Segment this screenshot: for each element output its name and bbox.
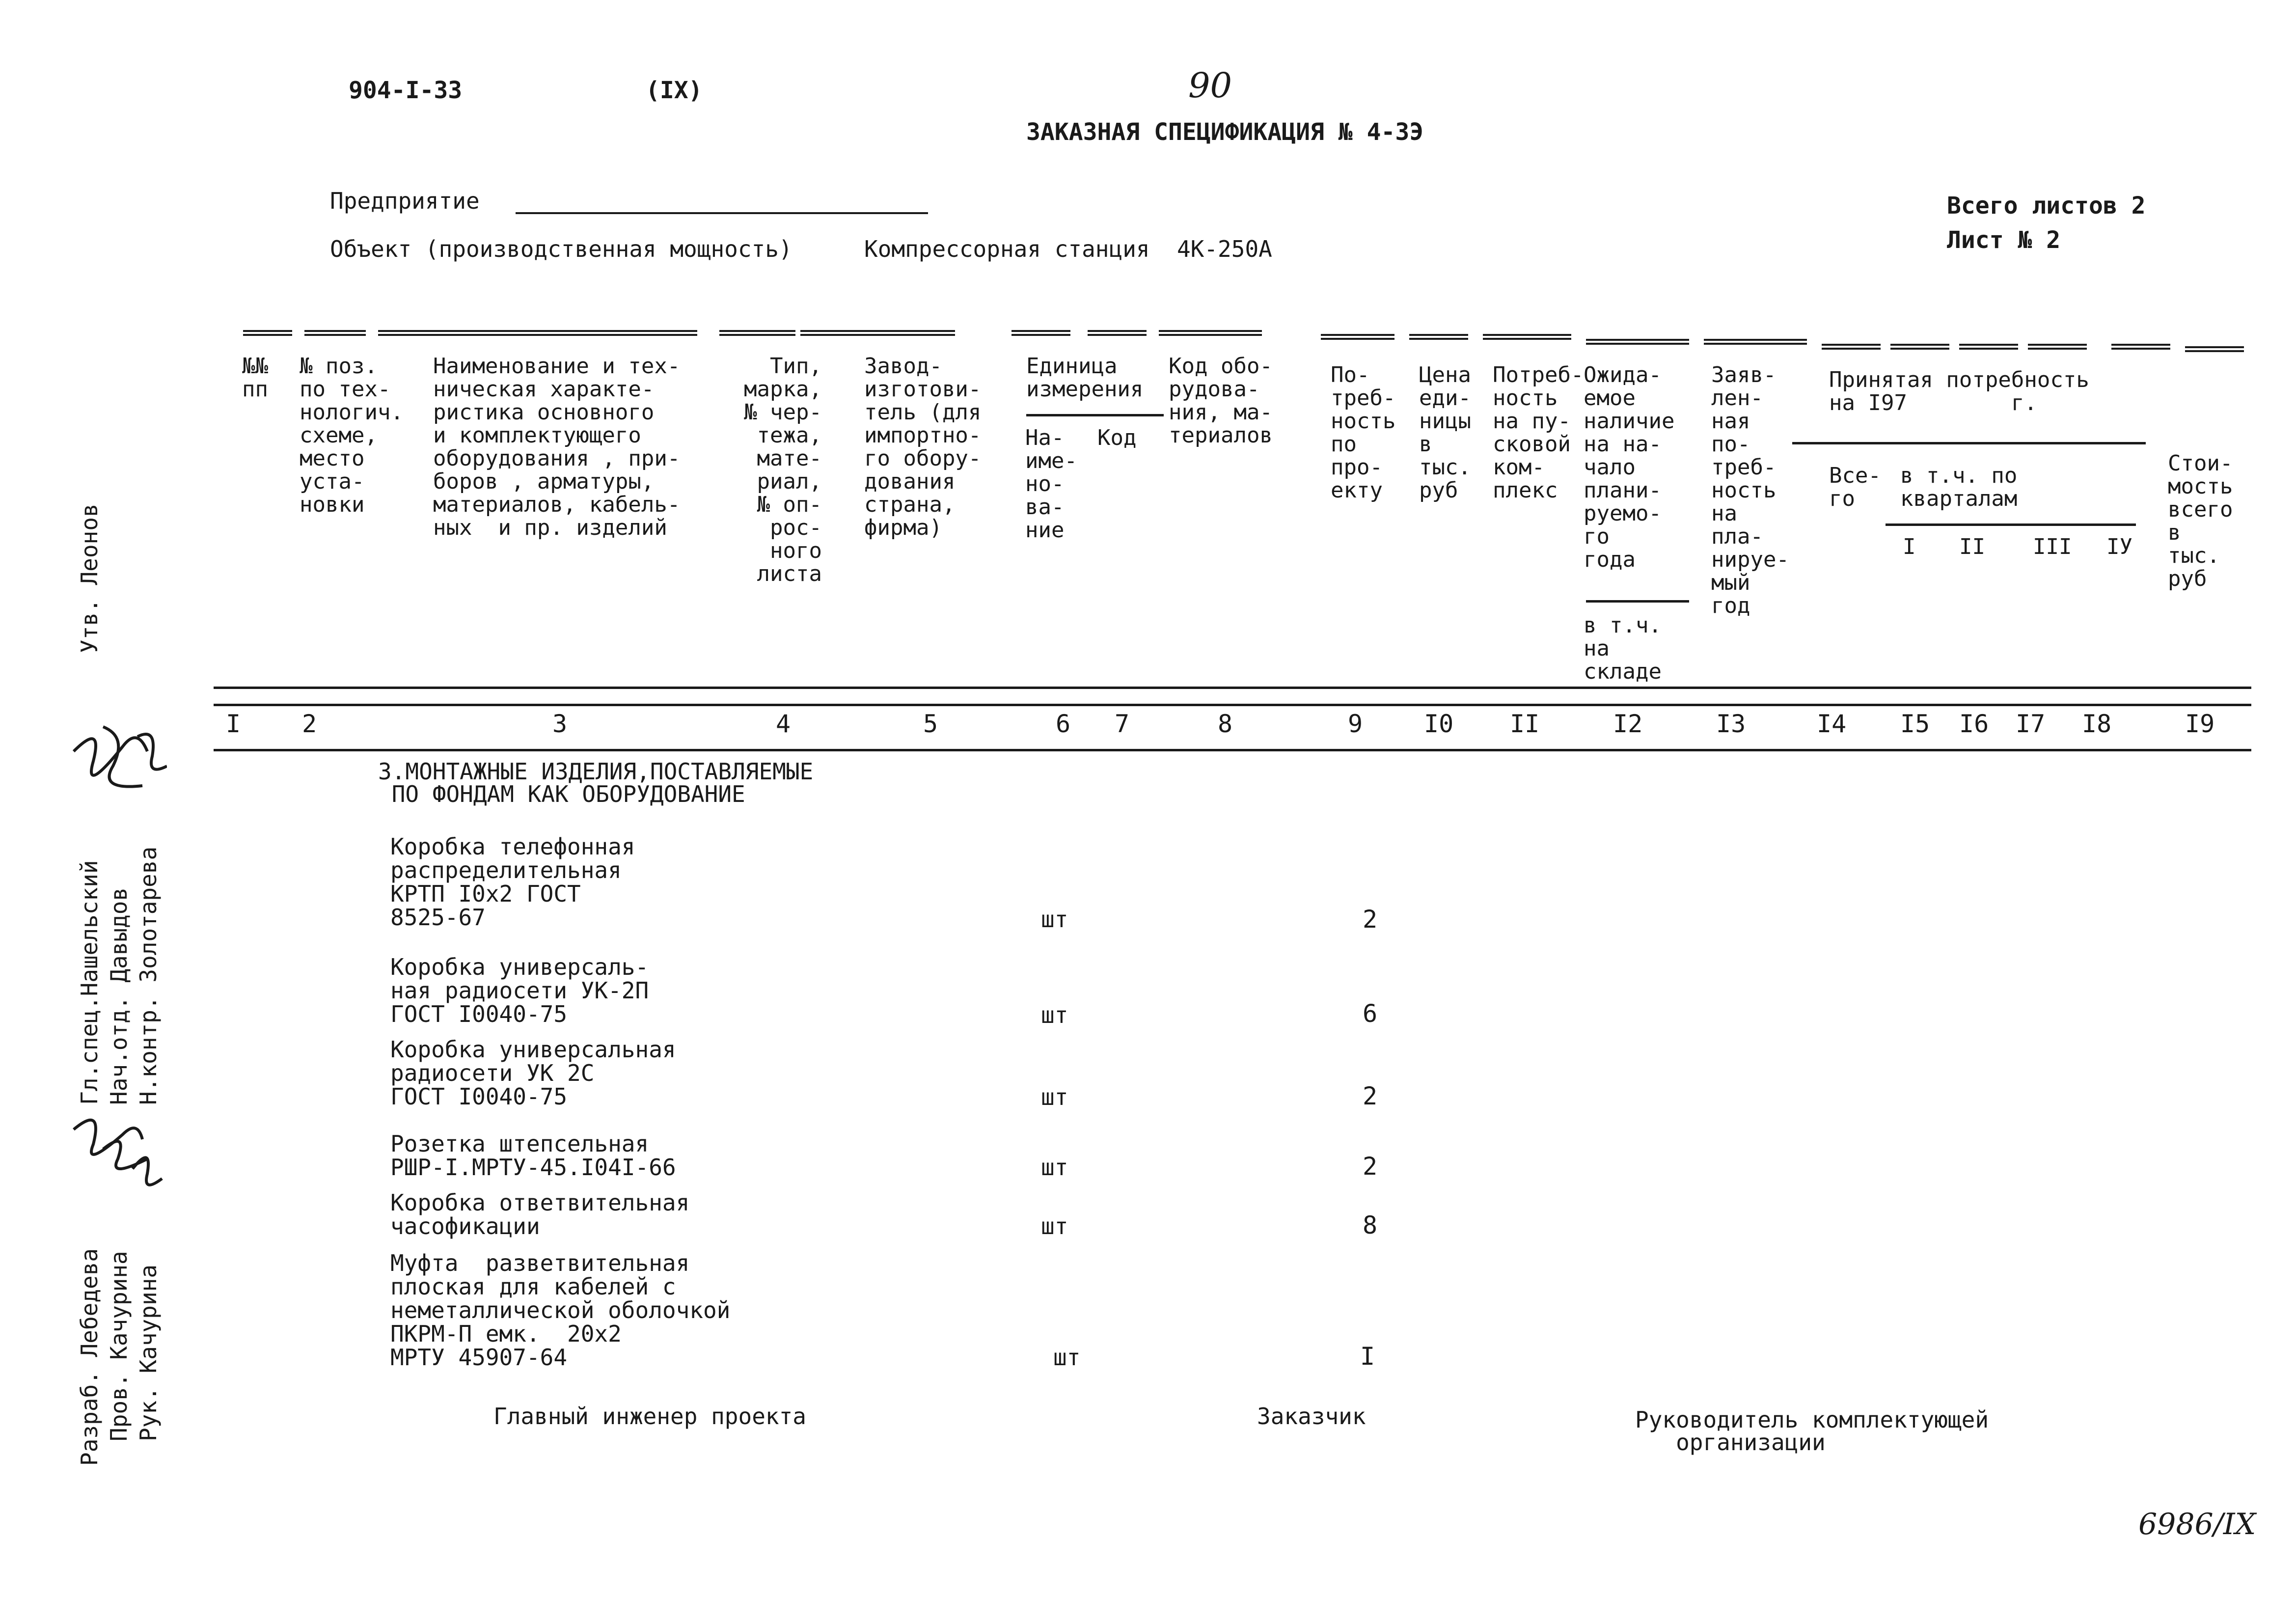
col-number: I0 xyxy=(1424,710,1454,738)
volume-number: (IX) xyxy=(646,77,703,104)
col-header-manufacturer: Завод- изготови- тель (для импортно- го обору- дования страна, фирма) xyxy=(864,354,982,540)
item-qty: 8 xyxy=(1363,1211,1378,1239)
col-number: I7 xyxy=(2016,710,2046,738)
col-header-unit: Единица измерения xyxy=(1026,354,1144,402)
item-name: Муфта разветвительная плоская для кабелей с неметаллической оболочкой ПКРМ-П емк. 20х2 МРТУ 45907-64 xyxy=(390,1250,731,1371)
col-header-q2: II xyxy=(1959,534,1985,559)
col-number: I4 xyxy=(1817,710,1847,738)
col-number: I5 xyxy=(1900,710,1930,738)
col-header-declared-need: Заяв- лен- ная по- треб- ность на пла- нируе- мый год xyxy=(1711,362,1789,618)
chief-engineer-label: Главный инженер проекта xyxy=(493,1403,806,1430)
header-dash xyxy=(1159,330,1262,336)
accepted-need-rule xyxy=(1792,442,2146,444)
header-dash xyxy=(800,330,859,336)
col-number: I xyxy=(226,710,241,738)
header-dash xyxy=(1959,344,2018,350)
quarters-rule xyxy=(1886,523,2136,526)
document-title: ЗАКАЗНАЯ СПЕЦИФИКАЦИЯ № 4-3Э xyxy=(1026,118,1424,146)
enterprise-blank-line xyxy=(516,212,928,214)
col-number: I3 xyxy=(1716,710,1746,738)
project-head: Рук. Качурина xyxy=(135,1264,162,1441)
stock-subcol-rule xyxy=(1586,600,1689,603)
header-dash xyxy=(852,330,955,336)
section-title: 3.МОНТАЖНЫЕ ИЗДЕЛИЯ,ПОСТАВЛЯЕМЫЕ ПО ФОНДАМ КАК ОБОРУДОВАНИЕ xyxy=(378,758,814,807)
col-header-equipment-code: Код обо- рудова- ния, ма- териалов xyxy=(1169,354,1273,448)
col-number: I6 xyxy=(1959,710,1989,738)
total-sheets: Всего листов 2 xyxy=(1947,192,2146,220)
header-dash xyxy=(719,330,795,336)
header-dash xyxy=(1321,334,1394,340)
page-number: 90 xyxy=(1188,65,1232,106)
header-dash xyxy=(378,330,432,336)
col-number: 4 xyxy=(776,710,791,738)
col-number: 5 xyxy=(923,710,938,738)
col-number: 8 xyxy=(1218,710,1233,738)
sheet-number: Лист № 2 xyxy=(1947,226,2061,254)
col-number: 2 xyxy=(302,710,317,738)
col-header-cost: Стои- мость всего в тыс. руб xyxy=(2168,451,2233,591)
item-name: Коробка ответвительная часофикации xyxy=(390,1189,690,1239)
item-name: Розетка штепсельная РШР-I.МРТУ-45.I04I-66 xyxy=(390,1130,676,1181)
item-qty: I xyxy=(1360,1342,1375,1371)
header-dash xyxy=(1822,344,1881,350)
col-header-expected-stock: Ожида- емое наличие на на- чало плани- руемо- го года xyxy=(1584,362,1675,572)
header-dash xyxy=(1586,339,1689,345)
col-header-q3: III xyxy=(2033,534,2072,559)
col-header-q4: IУ xyxy=(2106,534,2132,559)
col-header-total: Все- го xyxy=(1829,463,1881,511)
norm-controller: Н.контр. Золотарева xyxy=(135,846,162,1105)
object-label: Объект (производственная мощность) xyxy=(330,236,793,262)
header-dash xyxy=(1088,330,1147,336)
col-number: I8 xyxy=(2082,710,2112,738)
item-qty: 2 xyxy=(1363,1152,1378,1181)
item-qty: 6 xyxy=(1363,999,1378,1028)
header-dash xyxy=(2185,346,2244,352)
col-header-row-number: №№ пп xyxy=(242,354,268,402)
item-unit: шт xyxy=(1041,1213,1068,1239)
col-header-position: № поз. по тех- нологич. схеме, место уста- новки xyxy=(300,354,404,517)
header-dash xyxy=(1011,330,1070,336)
chief-specialist: Гл.спец.Нашельский xyxy=(76,860,103,1105)
col-header-name: Наименование и тех- ническая характе- ристика основного и комплектующего оборудования , при- боров , арматуры, материалов, кабель- ных и пр. изделий xyxy=(433,354,681,540)
checked-by: Пров. Качурина xyxy=(106,1251,132,1441)
item-unit: шт xyxy=(1041,1084,1068,1110)
col-header-in-warehouse: в т.ч. на складе xyxy=(1584,613,1662,684)
col-number: 3 xyxy=(552,710,568,738)
supplier-head-label: Руководитель комплектующей организации xyxy=(1635,1406,1989,1456)
header-dash xyxy=(1409,334,1468,340)
department-head: Нач.отд. Давыдов xyxy=(106,887,132,1105)
col-header-unit-code: Код xyxy=(1097,425,1137,450)
approved-by: Утв. Леонов xyxy=(76,503,103,653)
col-header-by-quarters: в т.ч. по кварталам xyxy=(1900,463,2018,511)
handwritten-signatures xyxy=(59,697,167,1208)
header-dash xyxy=(2028,344,2087,350)
header-dash xyxy=(1483,334,1571,340)
col-number: II xyxy=(1510,710,1540,738)
numbers-top-rule xyxy=(214,704,2251,706)
unit-group-rule xyxy=(1026,414,1164,416)
developer: Разраб. Лебедева xyxy=(76,1248,103,1466)
customer-label: Заказчик xyxy=(1257,1403,1366,1430)
header-dash xyxy=(1890,344,1949,350)
col-number: 9 xyxy=(1348,710,1363,738)
item-qty: 2 xyxy=(1363,1082,1378,1110)
col-number: 7 xyxy=(1115,710,1130,738)
col-header-unit-name: На- име- но- ва- ние xyxy=(1025,425,1077,543)
object-value: Компрессорная станция 4К-250А xyxy=(864,236,1272,262)
enterprise-label: Предприятие xyxy=(330,188,480,214)
item-name: Коробка телефонная распределительная КРТП I0х2 ГОСТ 8525-67 xyxy=(390,833,635,931)
header-bottom-rule xyxy=(214,687,2251,689)
col-number: I9 xyxy=(2185,710,2215,738)
numbers-bottom-rule xyxy=(214,749,2251,751)
col-header-unit-price: Цена еди- ницы в тыс. руб xyxy=(1419,362,1471,503)
item-unit: шт xyxy=(1053,1344,1081,1371)
item-unit: шт xyxy=(1041,906,1068,933)
item-name: Коробка универсаль- ная радиосети УК-2П ГОСТ I0040-75 xyxy=(390,954,649,1027)
col-header-startup-need: Потреб- ность на пу- сковой ком- плекс xyxy=(1493,362,1584,503)
col-header-accepted-need: Принятая потребность на I97 г. xyxy=(1829,367,2089,415)
inventory-number: 6986/IX xyxy=(2138,1507,2256,1541)
col-header-type: Тип, марка, № чер- тежа, мате- риал, № оп- рос- ного листа xyxy=(744,354,822,586)
header-dash xyxy=(304,330,366,336)
item-qty: 2 xyxy=(1363,905,1378,934)
col-header-q1: I xyxy=(1903,534,1916,559)
header-dash xyxy=(1704,339,1807,345)
col-header-project-need: По- треб- ность по про- екту xyxy=(1331,362,1396,503)
header-dash xyxy=(243,330,292,336)
item-unit: шт xyxy=(1041,1154,1068,1181)
header-dash xyxy=(2111,344,2170,350)
col-number: I2 xyxy=(1613,710,1643,738)
col-number: 6 xyxy=(1056,710,1071,738)
item-name: Коробка универсальная радиосети УК 2С ГОСТ I0040-75 xyxy=(390,1036,676,1110)
document-code: 904-I-33 xyxy=(349,77,463,104)
item-unit: шт xyxy=(1041,1002,1068,1028)
header-dash xyxy=(432,330,697,336)
